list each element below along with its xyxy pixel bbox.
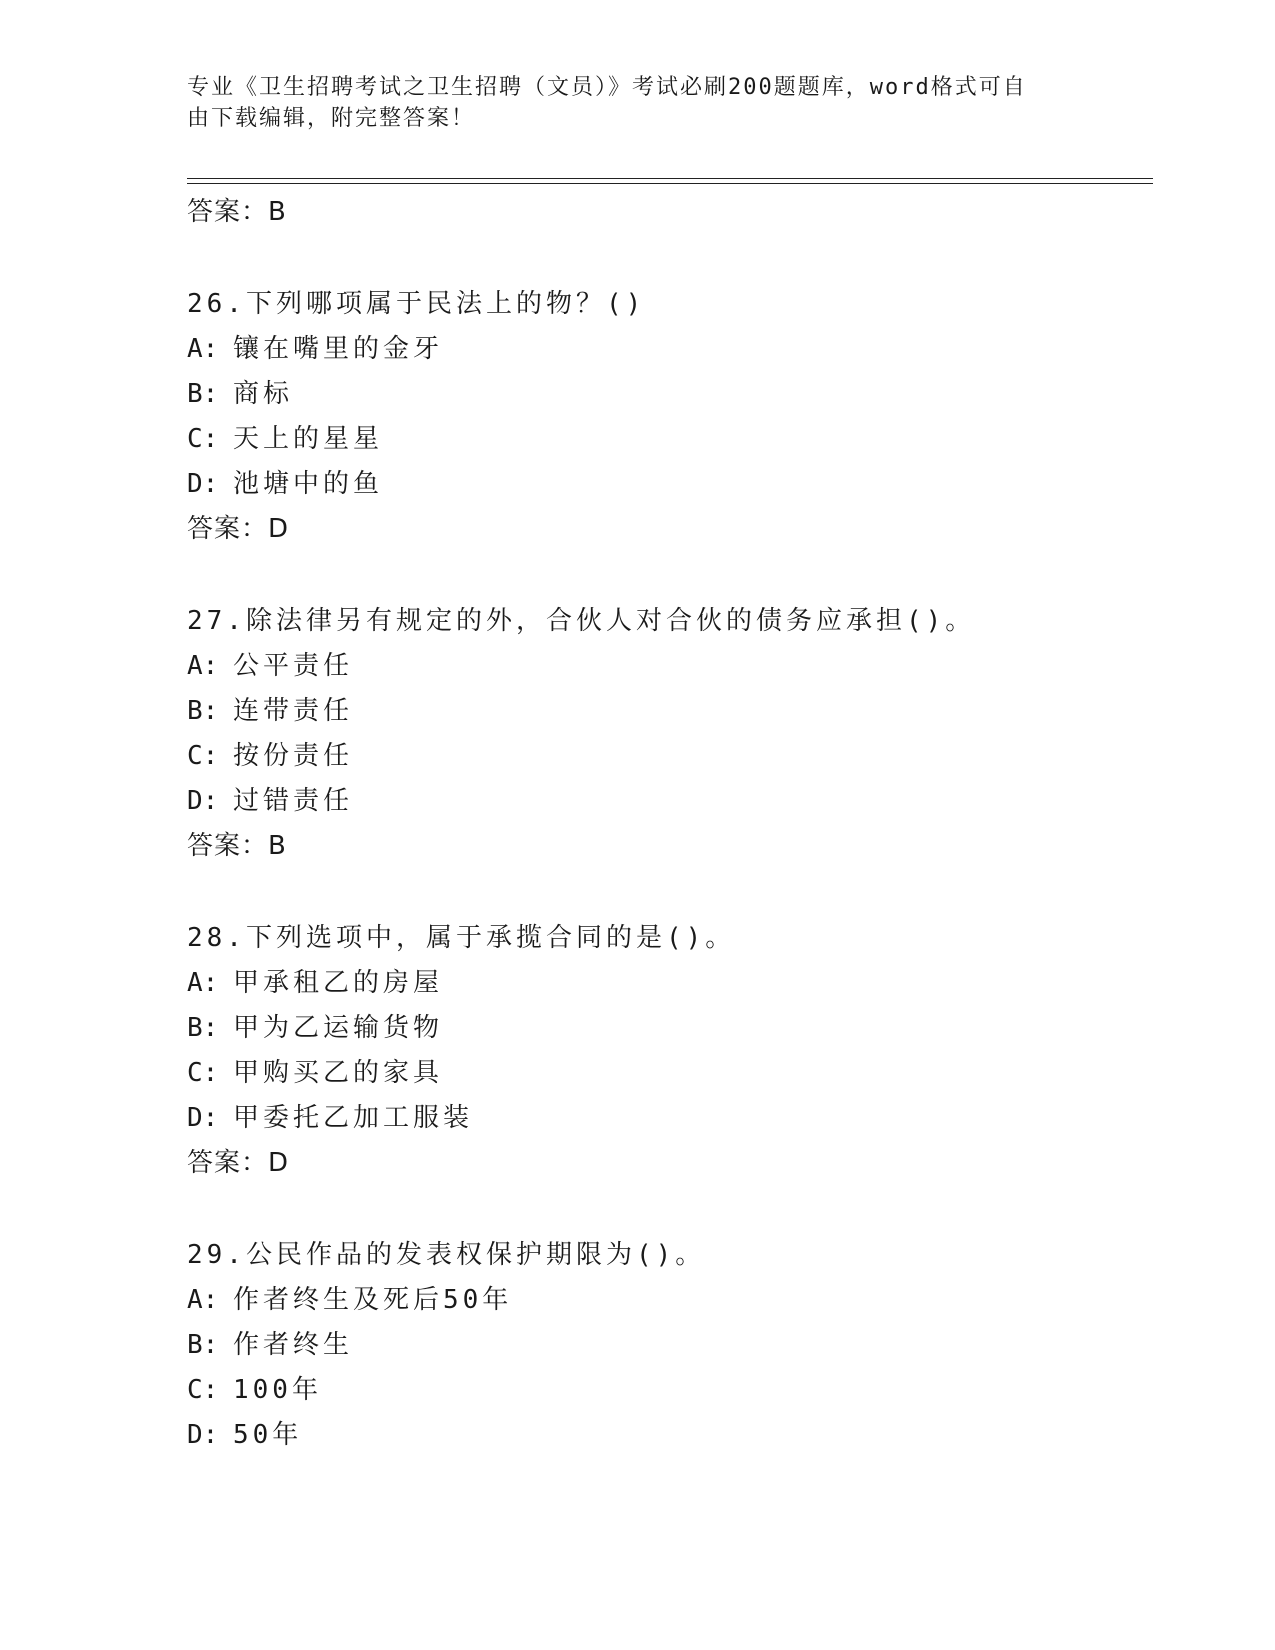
question-28 (187, 916, 1147, 1186)
answer-line: 答案：B (187, 831, 287, 861)
option-text: 镶在嘴里的金牙 (233, 334, 444, 364)
option-d (187, 779, 1147, 824)
option-letter: B: (187, 1013, 219, 1043)
option-letter: A: (187, 651, 219, 681)
question-29 (187, 1233, 1147, 1458)
question-stem: 28.下列选项中，属于承揽合同的是()。 (187, 923, 736, 953)
option-letter: C: (187, 741, 219, 771)
option-text: 过错责任 (233, 786, 354, 816)
option-text: 甲为乙运输货物 (233, 1013, 444, 1043)
option-d (187, 1413, 1147, 1458)
question-stem: 26.下列哪项属于民法上的物？() (187, 289, 646, 319)
option-text: 作者终生及死后50年 (233, 1285, 513, 1315)
option-a (187, 1278, 1147, 1323)
option-letter: D: (187, 1420, 219, 1450)
option-letter: C: (187, 1058, 219, 1088)
option-text: 商标 (233, 379, 294, 409)
option-text: 100年 (233, 1375, 322, 1405)
question-stem: 27.除法律另有规定的外，合伙人对合伙的债务应承担()。 (187, 606, 976, 636)
option-text: 连带责任 (233, 696, 354, 726)
option-text: 池塘中的鱼 (233, 469, 384, 499)
option-c (187, 734, 1147, 779)
option-letter: B: (187, 1330, 219, 1360)
question-26 (187, 282, 1147, 552)
option-text: 天上的星星 (233, 424, 384, 454)
option-b (187, 1323, 1147, 1368)
option-text: 甲承租乙的房屋 (233, 968, 444, 998)
header-line-1: 专业《卫生招聘考试之卫生招聘（文员）》考试必刷200题题库，word格式可自 (187, 75, 1027, 100)
option-letter: C: (187, 1375, 219, 1405)
option-b (187, 372, 1147, 417)
option-c (187, 1051, 1147, 1096)
option-letter: C: (187, 424, 219, 454)
header-rule-top (187, 178, 1153, 179)
question-27 (187, 599, 1147, 869)
question-list (187, 190, 1147, 1458)
option-text: 公平责任 (233, 651, 354, 681)
option-text: 甲购买乙的家具 (233, 1058, 444, 1088)
option-text: 作者终生 (233, 1330, 354, 1360)
option-d (187, 462, 1147, 507)
answer-line: 答案：D (187, 514, 290, 544)
option-text: 50年 (233, 1420, 303, 1450)
question-stem: 29.公民作品的发表权保护期限为()。 (187, 1240, 706, 1270)
option-a (187, 327, 1147, 372)
answer-line: 答案：B (187, 197, 287, 227)
document-header (187, 72, 1067, 134)
option-letter: B: (187, 696, 219, 726)
answer-line: 答案：D (187, 1148, 290, 1178)
header-rule-bottom (187, 183, 1153, 184)
option-a (187, 961, 1147, 1006)
option-d (187, 1096, 1147, 1141)
option-c (187, 1368, 1147, 1413)
option-text: 按份责任 (233, 741, 354, 771)
header-line-2: 由下载编辑，附完整答案！ (187, 106, 476, 131)
option-letter: D: (187, 786, 219, 816)
option-c (187, 417, 1147, 462)
option-letter: A: (187, 1285, 219, 1315)
option-letter: B: (187, 379, 219, 409)
option-letter: A: (187, 968, 219, 998)
option-b (187, 689, 1147, 734)
option-letter: A: (187, 334, 219, 364)
option-text: 甲委托乙加工服装 (233, 1103, 474, 1133)
option-a (187, 644, 1147, 689)
option-b (187, 1006, 1147, 1051)
option-letter: D: (187, 469, 219, 499)
option-letter: D: (187, 1103, 219, 1133)
